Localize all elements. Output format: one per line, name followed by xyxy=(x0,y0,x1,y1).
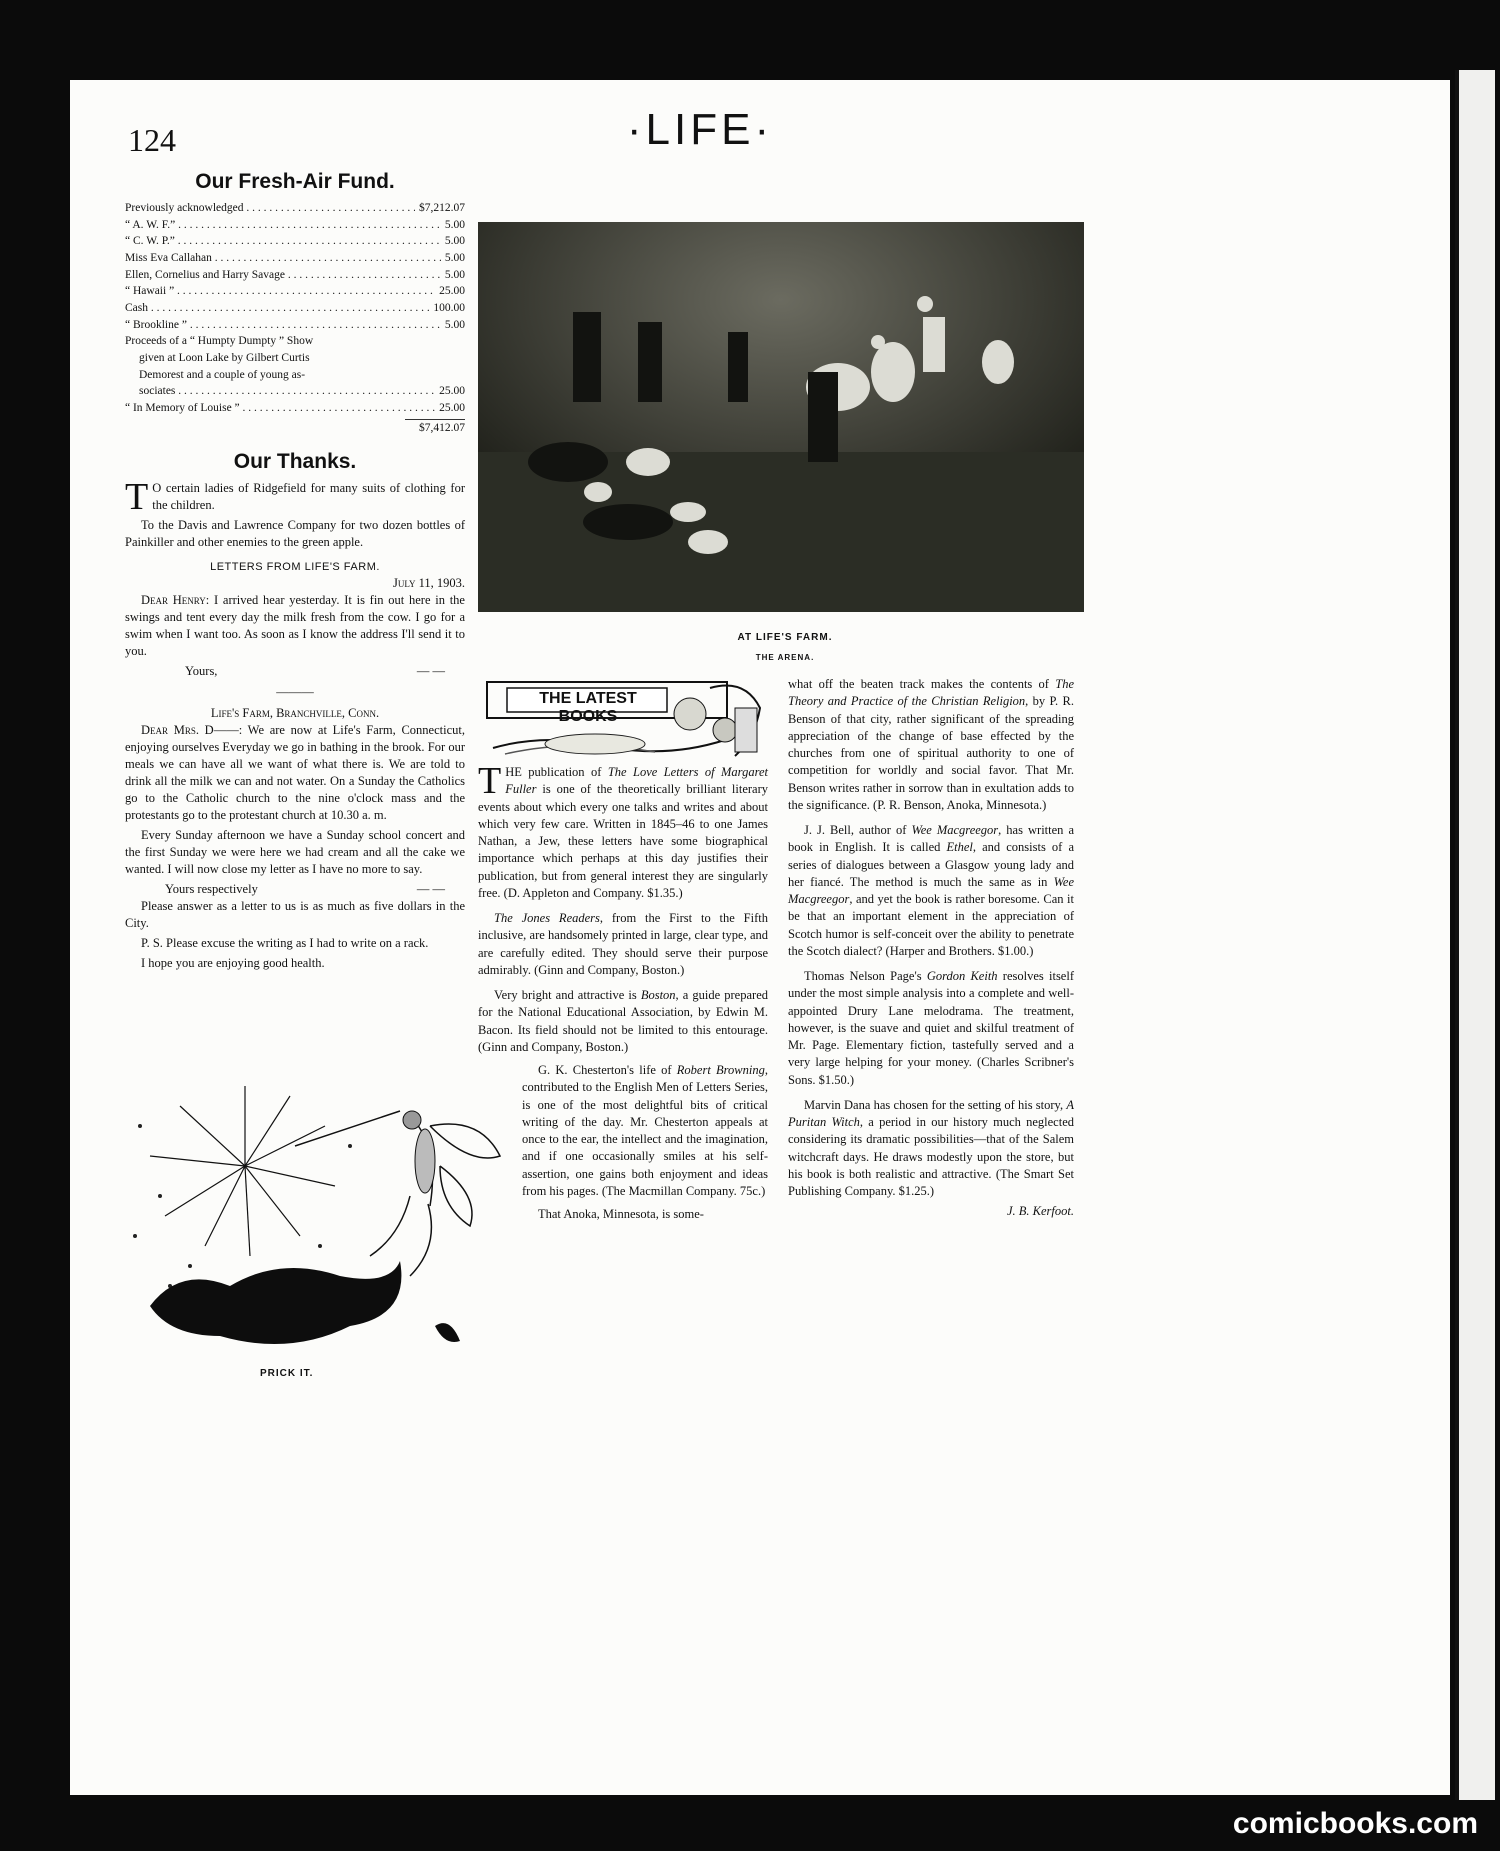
middle-column xyxy=(478,760,768,1226)
photo-subcaption: THE ARENA. xyxy=(755,653,815,662)
letter-1-close: Yours, — — xyxy=(185,664,445,679)
letter-2-paragraph-3: Please answer as a letter to us is as much as five dollars in the City. xyxy=(125,899,465,931)
thanks-paragraph-2: To the Davis and Lawrence Company for two dozen bottles of Painkiller and other enemies to the green apple. xyxy=(125,518,465,550)
thanks-paragraph-1: T O certain ladies of Ridgefield for many suits of clothing for the children. xyxy=(125,476,465,519)
thanks-title: Our Thanks. xyxy=(233,450,357,474)
letters-heading: LETTERS FROM LIFE'S FARM. xyxy=(210,561,380,574)
review-boston: Very bright and attractive is Boston, a guide prepared for the National Educational Association, by Edwin M. Bacon. Its field should not be limited to this entourage. (Ginn and Company, Boston.) xyxy=(478,988,768,1054)
review-jones-readers: The Jones Readers, from the First to the Fifth inclusive, are handsomely printed in large, clear type, and are carefully edited. They should serve their purpose admirably. (Ginn and Company, Boston.) xyxy=(478,911,768,977)
review-love-letters: THE publication of The Love Letters of Margaret Fuller is one of the theoretically brilliant literary events about which every one talks and writes and about which very few care. Written in 1845–46 to one James Nathan, a Jew, these letters have some biographical importance which perhaps at this day justifies their publication, but from general interest they are singularly free. (D. Appleton and Company. $1.35.) xyxy=(478,760,768,900)
reviewer-signature: J. B. Kerfoot. xyxy=(1006,1204,1074,1219)
fund-title: Our Fresh-Air Fund. xyxy=(195,170,395,193)
letter-1-body: Dear Henry: I arrived hear yesterday. It is fin out here in the swings and tent every day the milk fresh from the cow. I go for a swim when I want too. As soon as I know the address I'll send it to you. xyxy=(125,593,465,659)
latest-books-banner xyxy=(485,678,767,760)
ledger-humpty-entry: Proceeds of a “ Humpty Dumpty ” Show given at Loon Lake by Gilbert Curtis Demorest and a couple of young as- sociates . . . 25.00 xyxy=(125,333,465,400)
fund-ledger xyxy=(125,200,465,436)
page-number: 124 xyxy=(128,122,176,158)
divider-rule: ——— xyxy=(276,685,314,700)
letter-2-body: Dear Mrs. D——: We are now at Life's Farm, Connecticut, enjoying ourselves Everyday we go in bathing in the brook. For our meals we can have all we want of what there is. We are told to drink all the milk we can and not water. On a Sunday the Catholics go to the Catholic church to the nine o'clock mass and the protestants go to the protestant church at 10.30 a. m. xyxy=(125,723,465,823)
review-puritan-witch: Marvin Dana has chosen for the setting of his story, A Puritan Witch, a period in our history much neglected considering its dramatic possibilities—that of the Salem witchcraft days. He draws modestly upon the store, but his book is both realistic and attractive. (The Smart Set Publishing Company. $1.25.) xyxy=(788,1097,1075,1198)
masthead: ·LIFE· xyxy=(626,105,774,154)
ledger-row: Ellen, Cornelius and Harry Savage . . . 5.00 xyxy=(125,267,465,284)
ledger-row: “ Brookline ” . . . 5.00 xyxy=(125,317,465,334)
next-page-edge xyxy=(1455,70,1495,1800)
review-browning: G. K. Chesterton's life of Robert Browning, contributed to the English Men of Letters Series, is one of the most delightful bits of critical writing of the day. Mr. Chesterton appeals at once to the ear, the intellect and the imagination, and if one occasionally smiles at his self-assertion, one gains both enjoyment and ideas from his pages. (The Macmillan Company. 75c.) xyxy=(522,1063,768,1198)
photo-caption: AT LIFE'S FARM. xyxy=(737,632,833,643)
review-ethel: J. J. Bell, author of Wee Macgreegor, has written a book in English. It is called Ethel, and consists of a series of dialogues between a Glasgow young lady and her fiancé. The method is much the same as in Wee Macgreegor, and yet the book is rather boresome. Can it be that an important element in the appreciation of Scotch humor is self-conceit over the ability to penetrate the Scotch dialect? (Harper and Brothers. $1.00.) xyxy=(788,823,1074,958)
letter-2-paragraph-5: I hope you are enjoying good health. xyxy=(141,956,325,971)
review-gordon-keith: Thomas Nelson Page's Gordon Keith resolves itself under the most simple analysis into a complete and well-appointed Drury Lane melodrama. The treatment, however, is the suave and quiet and skilful treatment of Mr. Page. Elementary fiction, tastefully served and a very large helping for your money. (Charles Scribner's Sons. $1.50.) xyxy=(788,969,1074,1087)
letter-2-close: Yours respectively — — xyxy=(165,882,445,897)
left-column xyxy=(125,170,465,975)
farm-arena-photo xyxy=(478,222,1084,612)
ledger-row: “ Hawaii ” . . . 25.00 xyxy=(125,283,465,300)
right-column xyxy=(788,676,1074,1221)
banner-title: THE LATEST BOOKS xyxy=(539,690,637,725)
letter-2-place: Life's Farm, Branchville, Conn. xyxy=(210,706,380,721)
review-anoka-start: That Anoka, Minnesota, is some- xyxy=(538,1207,704,1221)
letter-2-paragraph-2: Every Sunday afternoon we have a Sunday school concert and the first Sunday we were here we had cream and all the cake we wanted. I will now close my letter as I have no more to say. xyxy=(125,828,465,877)
ledger-row: Previously acknowledged . . . $7,212.07 xyxy=(125,200,465,217)
illustration-caption: PRICK IT. xyxy=(260,1368,314,1379)
ledger-row: “ A. W. F.” . . . 5.00 xyxy=(125,217,465,234)
ledger-row: Cash . . . 100.00 xyxy=(125,300,465,317)
ledger-row: Miss Eva Callahan . . . 5.00 xyxy=(125,250,465,267)
review-christian-religion: what off the beaten track makes the contents of The Theory and Practice of the Christian Religion, by P. R. Benson of that city, rather significant of the spreading appreciation of the change of base effected by the churches from one of spiritual authority to one of competition for worldly and social favor. That Mr. Benson writes rather in sorrow than in exultation adds to the significance. (P. R. Benson, Anoka, Minnesota.) xyxy=(788,677,1074,812)
watermark: comicbooks.com xyxy=(1232,1807,1478,1840)
letter-2-paragraph-4: P. S. Please excuse the writing as I had to write on a rack. xyxy=(141,936,429,951)
letter-date: July 11, 1903. xyxy=(393,576,465,591)
ledger-memory-entry: “ In Memory of Louise ” . . . 25.00 xyxy=(125,400,465,417)
ledger-row: “ C. W. P.” . . . 5.00 xyxy=(125,233,465,250)
fund-total: $7,412.07 xyxy=(405,419,465,437)
prick-it-illustration xyxy=(110,1086,510,1376)
